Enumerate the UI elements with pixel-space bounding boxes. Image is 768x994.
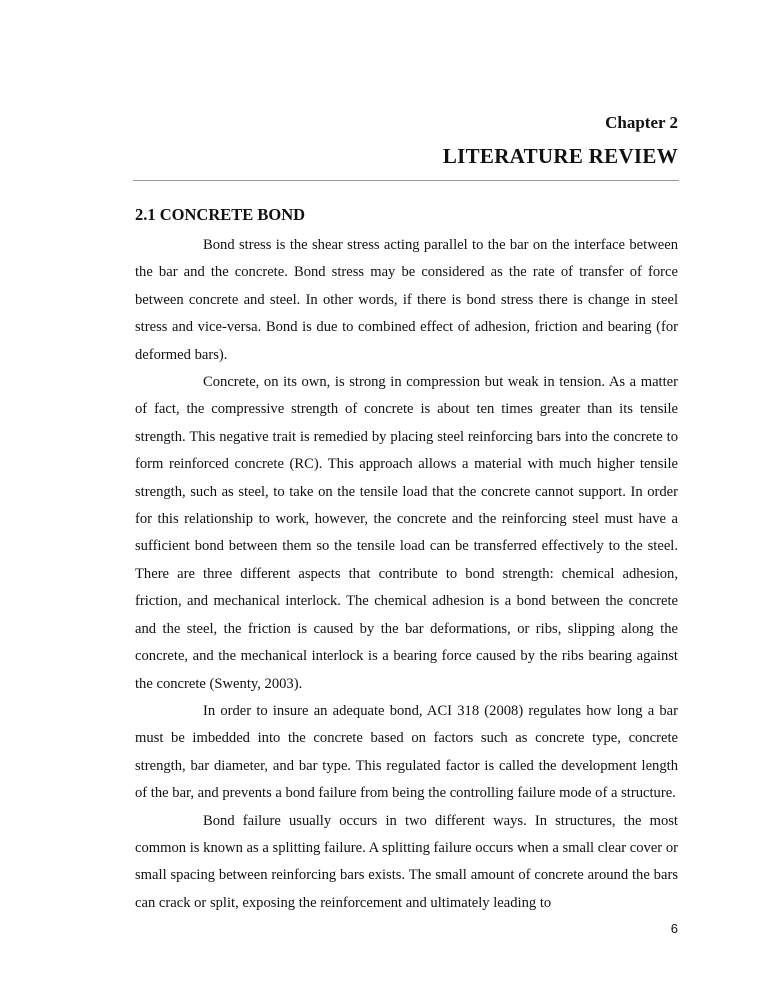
paragraph: Concrete, on its own, is strong in compression but weak in tension. As a matter of fact, the compressive strength of concrete is about ten times greater than its tensile strength. This negative trait is remedied by placing steel reinforcing bars into the concrete to form reinforced concrete (RC). This approach allows a material with much higher tensile strength, such as steel, to take on the tensile load that the concrete cannot support. In order for this relationship to work, however, the concrete and the reinforcing steel must have a sufficient bond between them so the tensile load can be transferred effectively to the steel. There are three different aspects that contribute to bond strength: chemical adhesion, friction, and mechanical interlock. The chemical adhesion is a bond between the concrete and the steel, the friction is caused by the bar deformations, or ribs, slipping along the concrete, and the mechanical interlock is a bearing force caused by the ribs bearing against the concrete (Swenty, 2003). <box>135 374 678 692</box>
paragraph: Bond failure usually occurs in two different ways. In structures, the most common is known as a splitting failure. A splitting failure occurs when a small clear cover or small spacing between reinforcing bars exists. The small amount of concrete around the bars can crack or split, exposing the reinforcement and ultimately leading to <box>135 812 678 911</box>
header-divider <box>133 180 679 181</box>
section-heading: 2.1 CONCRETE BOND <box>135 205 306 224</box>
paragraph: Bond stress is the shear stress acting parallel to the bar on the interface between the bar and the concrete. Bond stress may be considered as the rate of transfer of force between concrete and steel. In other words, if there is bond stress there is change in steel stress and vice-versa. Bond is due to combined effect of adhesion, friction and bearing (for deformed bars). <box>135 237 678 363</box>
chapter-title: LITERATURE REVIEW <box>442 144 678 168</box>
page-number: 6 <box>670 921 678 936</box>
paragraph: In order to insure an adequate bond, ACI 318 (2008) regulates how long a bar must be imbedded into the concrete based on factors such as concrete type, concrete strength, bar diameter, and bar type. This regulated factor is called the development length of the bar, and prevents a bond failure from being the controlling failure mode of a structure. <box>135 702 678 802</box>
chapter-label: Chapter 2 <box>605 113 678 132</box>
body-text <box>135 232 678 917</box>
